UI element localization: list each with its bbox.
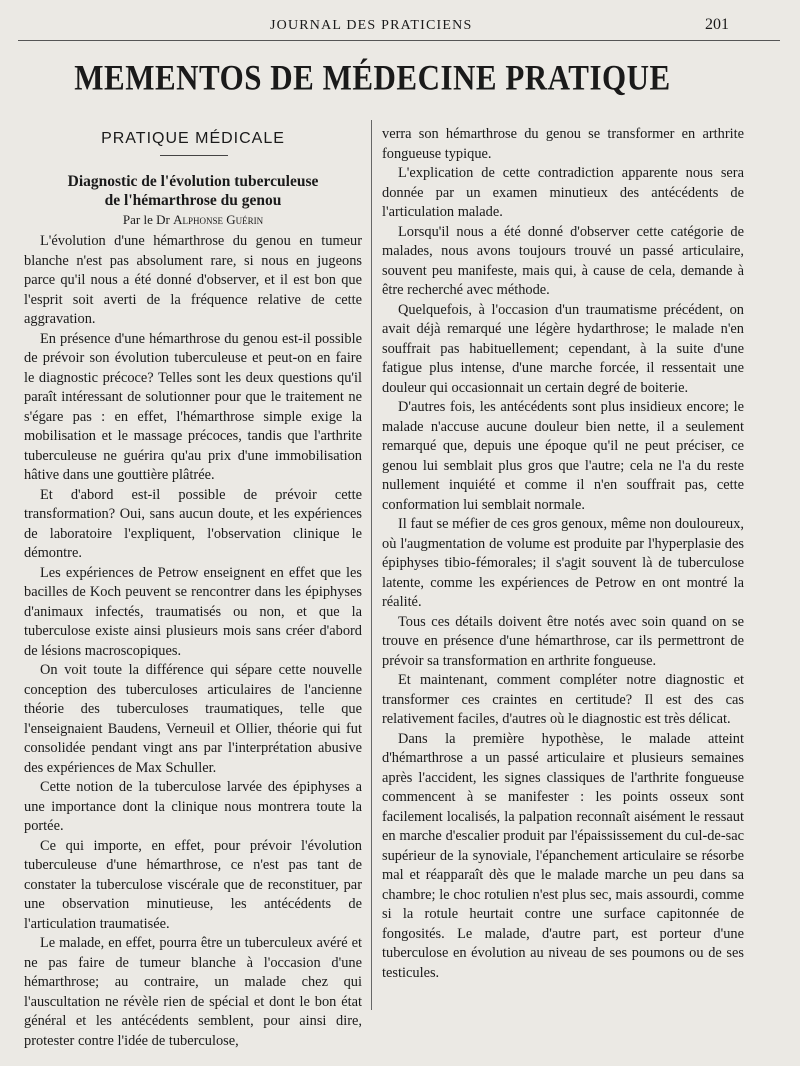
left-column xyxy=(24,232,362,1051)
paragraph: Lorsqu'il nous a été donné d'observer cette catégorie de malades, nous avons toujours trouvé un passé articulaire, souvent peu manifeste, mais qui, à cause de cela, demande à être recherché avec méthode. xyxy=(382,223,744,298)
paragraph: Ce qui importe, en effet, pour prévoir l'évolution tuberculeuse d'une hémarthrose, ce n'est pas tant de constater la tuberculose viscérale que de reconstituer, par une observation minutieuse, les antécédents de l'articulation traumatisée. xyxy=(24,837,362,932)
paragraph: Et maintenant, comment compléter notre diagnostic et transformer ces craintes en certitude? Il est des cas relativement faciles, d'autres où le diagnostic est très délicat. xyxy=(382,672,744,727)
section-title: PRATIQUE MÉDICALE xyxy=(101,130,285,147)
paragraph: verra son hémarthrose du genou se transformer en arthrite fongueuse typique. xyxy=(382,126,744,162)
article-title-line-2: de l'hémarthrose du genou xyxy=(104,192,282,209)
paragraph: En présence d'une hémarthrose du genou est-il possible de prévoir son évolution tuberculeuse et peut-on en faire le diagnostic précoce? Telles sont les deux questions qu'il paraît intéressant de solutionner pour que le traitement ne s'égare pas : en effet, l'hémarthrose simple exige la mobilisation et le massage précoces, tandis que l'arthrite tuberculeuse ne guérira qu'au prix d'une immobilisation hâtive dans une gouttière plâtrée. xyxy=(24,330,362,483)
paragraph: Le malade, en effet, pourra être un tuberculeux avéré et ne pas faire de tumeur blanche à l'occasion d'une hémarthrose; au contraire, un malade chez qui l'auscultation ne révèle rien de spécial et dont le bon état général et les antécédents semblent, pour ainsi dire, protester contre l'idée de tuberculose, xyxy=(24,935,362,1049)
journal-name: JOURNAL DES PRATICIENS xyxy=(270,18,473,33)
section-rule xyxy=(160,155,228,156)
paragraph: Et d'abord est-il possible de prévoir cette transformation? Oui, sans aucun doute, et les expériences de laboratoire l'expliquent, l'observation clinique le démontre. xyxy=(24,486,362,561)
paragraph: Cette notion de la tuberculose larvée des épiphyses a une importance dont la clinique nous montrera toute la portée. xyxy=(24,779,362,834)
paragraph: Quelquefois, à l'occasion d'un traumatisme précédent, on avait déjà remarqué une légère hydarthrose; le malade n'en souffrait pas habituellement; cependant, à la suite d'une fatigue plus intense, d'une marche forcée, il ressentait une douleur qui occasionnait un certain degré de boiterie. xyxy=(382,301,744,396)
column-divider xyxy=(371,120,372,1010)
running-head xyxy=(0,14,800,36)
paragraph: Les expériences de Petrow enseignent en effet que les bacilles de Koch peuvent se rencontrer dans les épiphyses d'animaux infectés, traumatisés ou non, et que la tuberculose existe ainsi plusieurs mois sans créer d'abord de lésions macroscopiques. xyxy=(24,564,362,659)
paragraph: L'évolution d'une hémarthrose du genou en tumeur blanche n'est pas absolument rare, si nous en jugeons parce qu'il nous a été donné d'observer, et il est bon que l'esprit soit averti de la fréquence relative de cette aggravation. xyxy=(24,233,362,327)
paragraph: D'autres fois, les antécédents sont plus insidieux encore; le malade n'accuse aucune douleur bien nette, il a seulement remarqué que, depuis une époque qu'il ne peut préciser, ce genou lui semblait plus gros que l'autre; cela ne l'a du reste nullement inquiété et comme il n'en souffrait pas, cette conformation lui semblait normale. xyxy=(382,399,744,513)
right-column xyxy=(382,125,744,983)
paragraph: Dans la première hypothèse, le malade atteint d'hémarthrose a un passé articulaire et plusieurs semaines après l'accident, les signes classiques de l'arthrite fongueuse commencent à se manifester : les points osseux sont facilement localisés, la palpation reconnaît aisément le ressaut en marche d'escalier produit par l'épaississement du cul-de-sac supérieur de la synoviale, l'épanchement articulaire se résorbe mal et réapparaît dès que le malade marche un peu dans sa chambre; le choc rotulien n'est plus sec, mais assourdi, comme si la rotule heurtait contre une surface capitonnée de fongosités. Le malade, d'autre part, est porteur d'une tuberculose en évolution au niveau de ses poumons ou de ses testicules. xyxy=(382,730,744,981)
page-title: MEMENTOS DE MÉDECINE PRATIQUE xyxy=(74,57,671,98)
header-rule xyxy=(18,40,780,41)
article-title xyxy=(18,172,368,210)
paragraph: Il faut se méfier de ces gros genoux, même non douloureux, où l'augmentation de volume est produite par l'hyperplasie des épiphyses tibio-fémorales; il s'agit souvent là de tuberculose latente, comme les expériences de Petrow en ont montré la réalité. xyxy=(382,516,744,610)
paragraph: L'explication de cette contradiction apparente nous sera donnée par un examen minutieux des antécédents de l'articulation malade. xyxy=(382,165,744,220)
byline-prefix: Par le Dr xyxy=(122,212,170,227)
author-name: Alphonse Guérin xyxy=(173,212,264,227)
article-title-line-1: Diagnostic de l'évolution tuberculeuse xyxy=(67,173,319,190)
page-number: 201 xyxy=(705,16,729,33)
paragraph: On voit toute la différence qui sépare cette nouvelle conception des tuberculoses articulaires de l'ancienne théorie des tuberculoses traumatiques, telle que l'enseignaient Baudens, Verneuil et Ollier, théorie qui fut consolidée pendant vingt ans par l'interprétation abusive des expériences de Max Schuller. xyxy=(24,662,362,776)
byline xyxy=(18,212,368,228)
paragraph: Tous ces détails doivent être notés avec soin quand on se trouve en présence d'une hémarthrose, car ils permettront de prévoir sa transformation en arthrite fongueuse. xyxy=(382,613,744,669)
